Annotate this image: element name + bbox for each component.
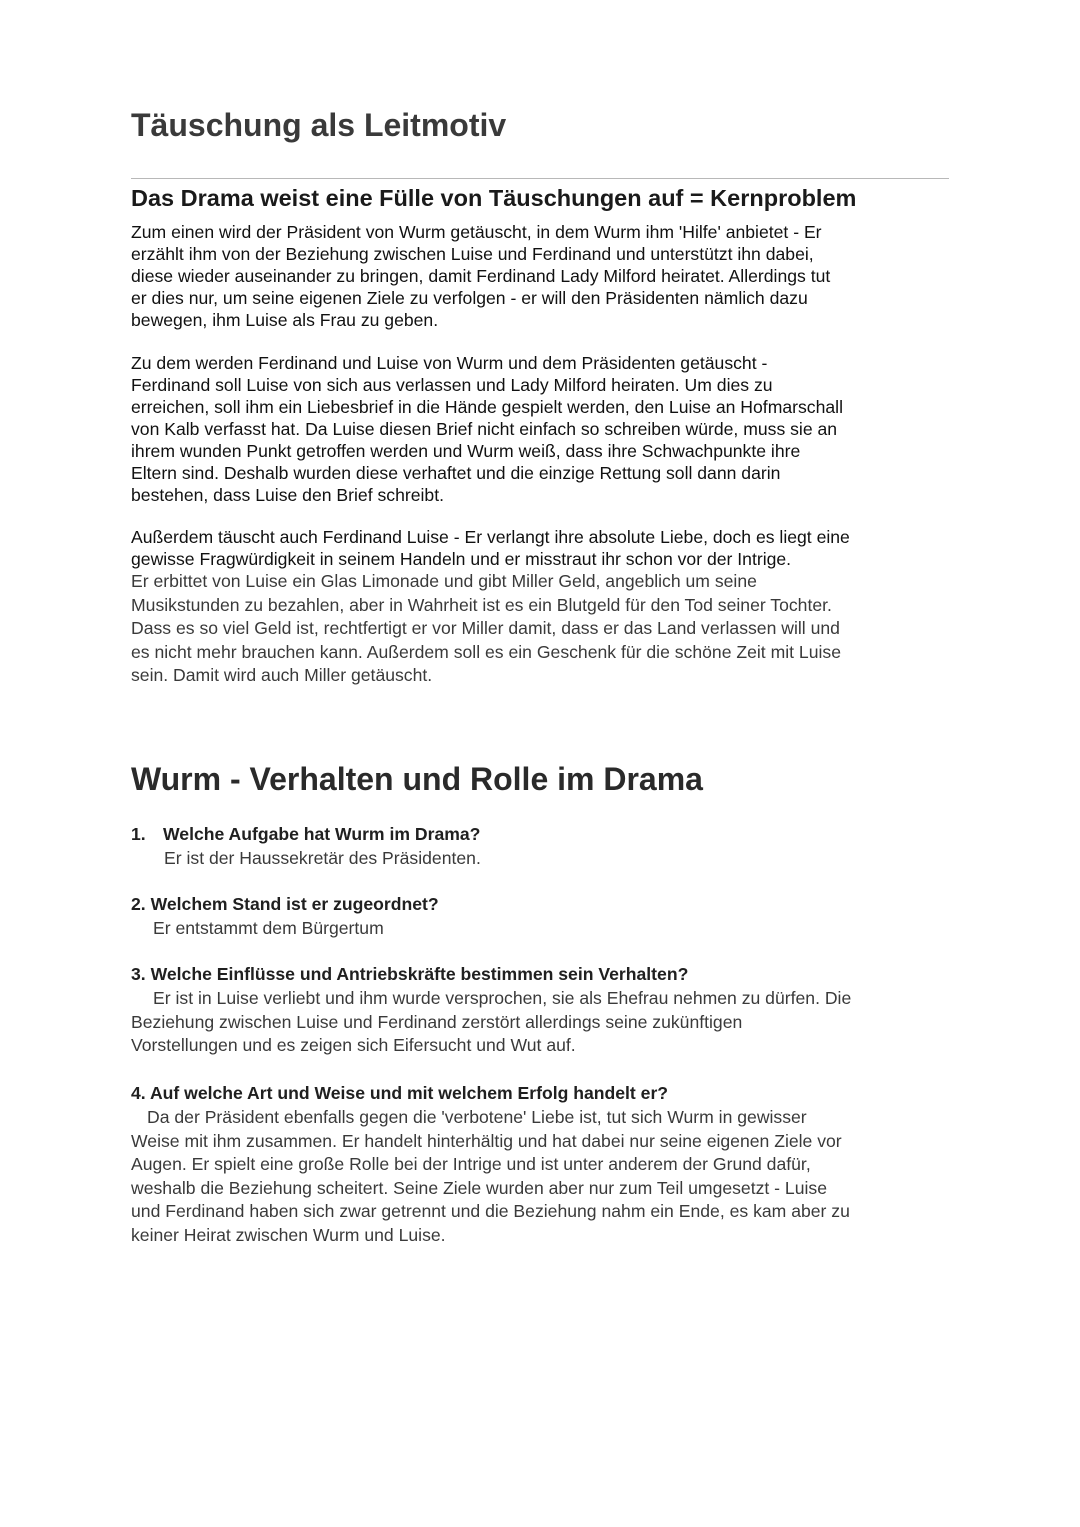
paragraph-ferdinand-taeuscht-luise: Außerdem täuscht auch Ferdinand Luise - Er verlangt ihre absolute Liebe, doch es liegt eine gewisse Fragwürdigkeit in seinem Handeln und er misstraut ihr schon vor der Intrige. — [131, 527, 850, 569]
paragraph-praesident-getaeuscht: Zum einen wird der Präsident von Wurm getäuscht, in dem Wurm ihm 'Hilfe' anbietet - Er erzählt ihm von der Beziehung zwischen Luise und Ferdinand und unterstützt ihn dabei, diese wieder auseinander zu bringen, damit Ferdinand Lady Milford heiratet. Allerdings tut er dies nur, um seine eigenen Ziele zu verfolgen - er will den Präsidenten nämlich dazu bewegen, ihm Luise als Frau zu geben. — [131, 222, 831, 330]
question-number: 1. — [131, 824, 146, 844]
question-text: Welche Einflüsse und Antriebskräfte bestimmen sein Verhalten? — [150, 964, 689, 984]
horizontal-divider — [131, 178, 949, 179]
question-1 — [131, 823, 961, 846]
answer-2: Er entstammt dem Bürgertum — [153, 918, 384, 938]
answer-3: Er ist in Luise verliebt und ihm wurde versprochen, sie als Ehefrau nehmen zu dürfen. Die Beziehung zwischen Luise und Ferdinand zerstört allerdings seine zukünftigen Vorstellungen und es zeigen sich Eifersucht und Wut auf. — [131, 988, 852, 1055]
paragraph-ferdinand-luise-getaeuscht: Zu dem werden Ferdinand und Luise von Wurm und dem Präsidenten getäuscht - Ferdinand soll Luise von sich aus verlassen und Lady Milford heiraten. Um dies zu erreichen, soll ihm ein Liebesbrief in die Hände gespielt werden, den Luise an Hofmarschall von Kalb verfasst hat. Da Luise diesen Brief nicht einfach so schreiben würde, muss sie an ihrem wunden Punkt getroffen werden und Wurm weiß, dass ihre Schwachpunkte ihre Eltern sind. Deshalb wurden diese verhaftet und die einzige Rettung soll dann darin bestehen, dass Luise den Brief schreibt. — [131, 353, 843, 505]
answer-1: Er ist der Haussekretär des Präsidenten. — [164, 848, 481, 868]
section-title-taeuschung: Täuschung als Leitmotiv — [131, 107, 507, 143]
question-4 — [131, 1082, 961, 1105]
question-number: 2. — [131, 894, 146, 914]
question-text: Auf welche Art und Weise und mit welchem Erfolg handelt er? — [149, 1083, 669, 1103]
question-text: Welche Aufgabe hat Wurm im Drama? — [163, 824, 481, 844]
answer-4: Da der Präsident ebenfalls gegen die 'verbotene' Liebe ist, tut sich Wurm in gewisser Weise mit ihm zusammen. Er handelt hinterhältig und hat dabei nur seine eigenen Ziele vor Augen. Er spielt eine große Rolle bei der Intrige und ist unter anderem der Grund dafür, weshalb die Beziehung scheitert. Seine Ziele wurden aber nur zum Teil umgesetzt - Luise und Ferdinand haben sich zwar getrennt und die Beziehung nahm ein Ende, es kam aber zu keiner Heirat zwischen Wurm und Luise. — [131, 1107, 850, 1245]
question-number: 3. — [131, 964, 146, 984]
paragraph-miller-getaeuscht: Er erbittet von Luise ein Glas Limonade und gibt Miller Geld, angeblich um seine Musikstunden zu bezahlen, aber in Wahrheit ist es ein Blutgeld für den Tod seiner Tochter. Dass es so viel Geld ist, rechtfertigt er vor Miller damit, dass er das Land verlassen will und es nicht mehr brauchen kann. Außerdem soll es ein Geschenk für die schöne Zeit mit Luise sein. Damit wird auch Miller getäuscht. — [131, 571, 841, 685]
section-subtitle: Das Drama weist eine Fülle von Täuschungen auf = Kernproblem — [131, 185, 857, 211]
question-3 — [131, 963, 961, 986]
section-title-wurm: Wurm - Verhalten und Rolle im Drama — [131, 761, 703, 797]
question-2 — [131, 893, 961, 916]
question-number: 4. — [131, 1083, 146, 1103]
question-text: Welchem Stand ist er zugeordnet? — [150, 894, 439, 914]
